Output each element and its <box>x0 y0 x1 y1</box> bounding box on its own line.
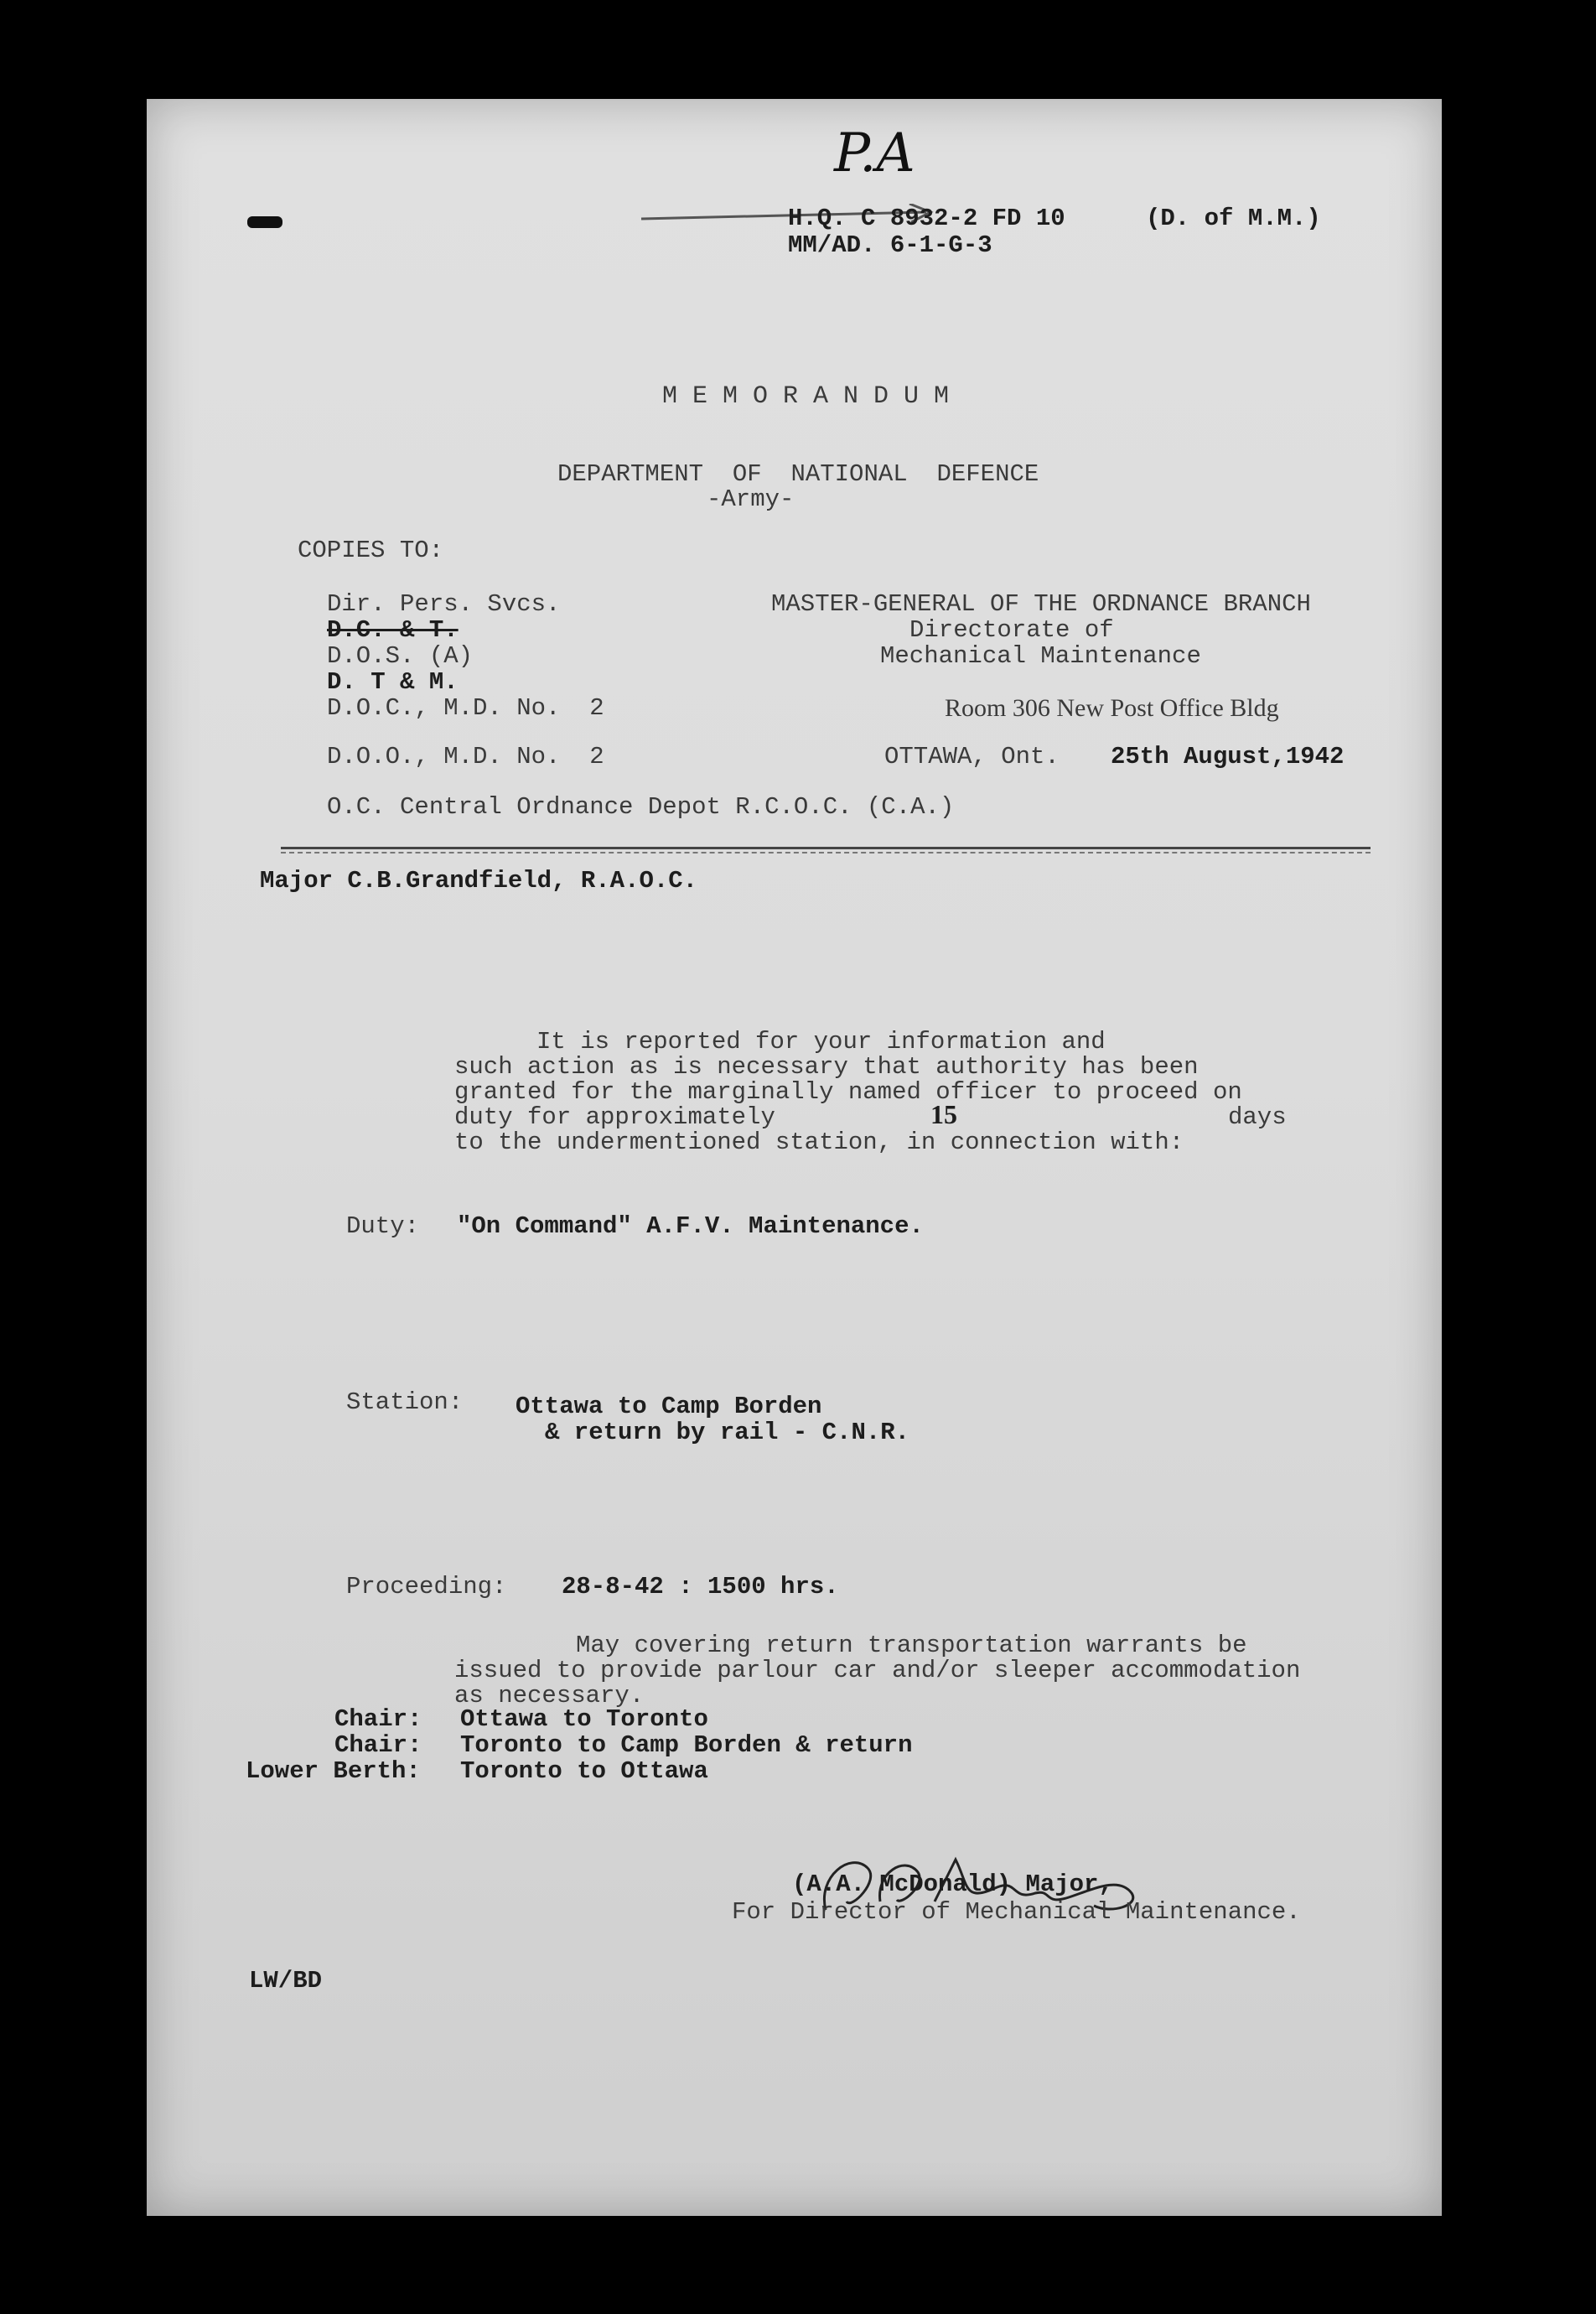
department-sub: -Army- <box>707 485 795 513</box>
signatory-name: (A.A. McDonald) Major, <box>792 1870 1113 1898</box>
body-line: duty for approximately <box>454 1103 775 1131</box>
station-value: Ottawa to Camp Borden <box>516 1393 822 1420</box>
copies-to-item: D. T & M. <box>327 668 459 696</box>
duty-value: "On Command" A.F.V. Maintenance. <box>457 1212 924 1240</box>
days-value: 15 <box>930 1099 957 1129</box>
station-label: Station: <box>346 1388 464 1416</box>
copies-to-label: COPIES TO: <box>298 537 444 564</box>
memo-date: 25th August,1942 <box>1111 743 1345 770</box>
copies-to-item: O.C. Central Ordnance Depot R.C.O.C. (C.A.) <box>327 793 955 821</box>
body-line: such action as is necessary that authority has been <box>454 1053 1199 1081</box>
transport-row-label: Lower Berth: <box>246 1757 421 1785</box>
transport-line: as necessary. <box>454 1682 645 1710</box>
divider-rule-dashed <box>281 852 1371 853</box>
branch-line-2: Directorate of <box>909 616 1114 644</box>
signatory-title: For Director of Mechanical Maintenance. <box>732 1898 1301 1926</box>
station-value: & return by rail - C.N.R. <box>545 1419 910 1446</box>
transport-row-label: Chair: <box>334 1731 422 1759</box>
file-reference-2: MM/AD. 6-1-G-3 <box>788 231 992 259</box>
divider-rule <box>281 847 1371 849</box>
branch-line-1: MASTER-GENERAL OF THE ORDNANCE BRANCH <box>771 590 1311 618</box>
days-label: days <box>1228 1103 1287 1131</box>
file-reference-tail: (D. of M.M.) <box>1146 205 1321 232</box>
branch-line-3: Mechanical Maintenance <box>880 642 1201 670</box>
copies-to-item-struck: D.C. & T. <box>327 616 459 644</box>
file-reference-1: H.Q. C 8932-2 FD 10 <box>788 205 1065 232</box>
duty-label: Duty: <box>346 1212 420 1240</box>
copies-to-item: D.O.S. (A) <box>327 642 474 670</box>
copies-to-item: D.O.O., M.D. No. 2 <box>327 743 604 770</box>
proceeding-value: 28-8-42 : 1500 hrs. <box>562 1573 839 1601</box>
body-line: to the undermentioned station, in connection with: <box>454 1128 1184 1156</box>
officer-name: Major C.B.Grandfield, R.A.O.C. <box>260 867 698 895</box>
transport-row-value: Ottawa to Toronto <box>460 1705 708 1733</box>
room-address: Room 306 New Post Office Bldg <box>945 694 1279 722</box>
copies-to-item: Dir. Pers. Svcs. <box>327 590 561 618</box>
copies-to-item: D.O.C., M.D. No. 2 <box>327 694 604 722</box>
proceeding-label: Proceeding: <box>346 1573 507 1601</box>
memo-sheet <box>147 99 1442 2216</box>
reference-initials: LW/BD <box>249 1967 323 1995</box>
transport-row-value: Toronto to Ottawa <box>460 1757 708 1785</box>
ink-blot <box>247 216 282 228</box>
transport-line: May covering return transportation warrants be <box>576 1632 1247 1659</box>
body-line: It is reported for your information and <box>536 1028 1106 1056</box>
transport-row-value: Toronto to Camp Borden & return <box>460 1731 913 1759</box>
handwritten-mark: P.A <box>834 122 915 184</box>
place: OTTAWA, Ont. <box>884 743 1060 770</box>
department-name: DEPARTMENT OF NATIONAL DEFENCE <box>557 460 1039 488</box>
transport-line: issued to provide parlour car and/or sleeper accommodation <box>454 1657 1301 1684</box>
transport-row-label: Chair: <box>334 1705 422 1733</box>
document-title: M E M O R A N D U M <box>662 382 950 411</box>
body-line: granted for the marginally named officer to proceed on <box>454 1078 1242 1106</box>
